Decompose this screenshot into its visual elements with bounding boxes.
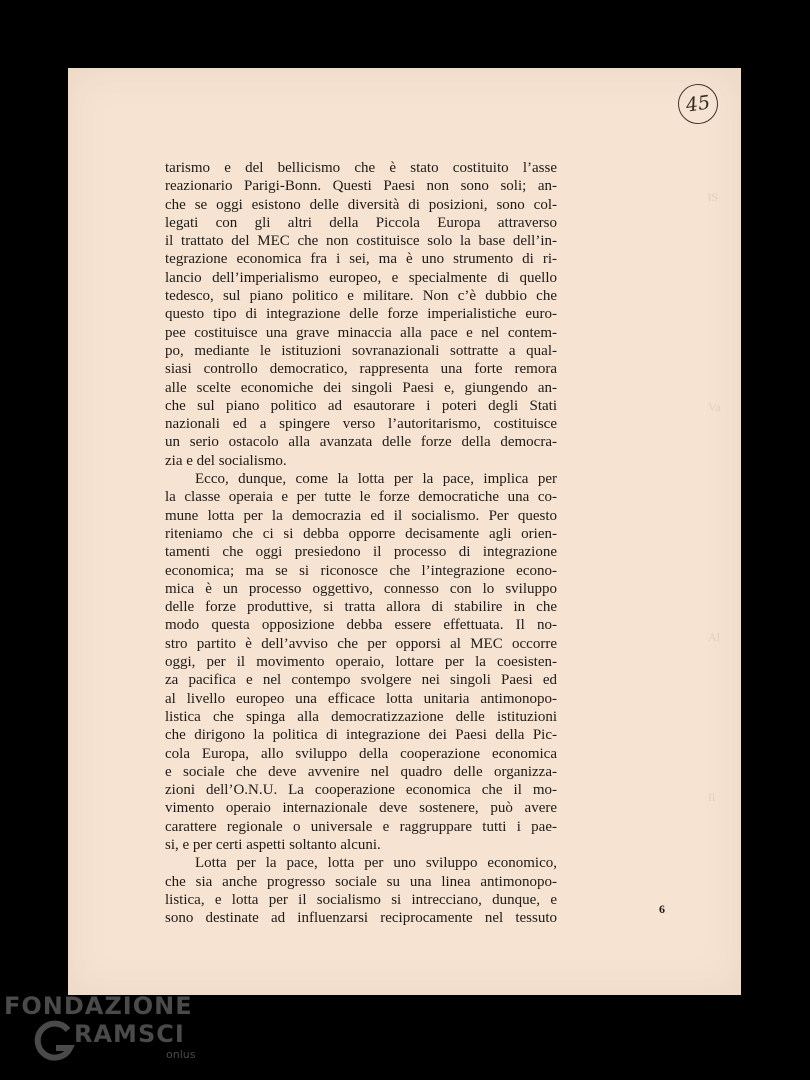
text-line: e sociale che deve avvenire nel quadro delle organizza- [165,763,557,780]
text-line: mica è un processo oggettivo, connesso con lo sviluppo [165,580,557,597]
text-line: listica che spinga alla democratizzazione delle istituzioni [165,708,557,725]
text-line: che se oggi esistono delle diversità di posizioni, sono col- [165,196,557,213]
text-line: il trattato del MEC che non costituisce solo la base dell’in- [165,233,557,250]
text-line: po, mediante le istituzioni sovranazionali sottratte a qual- [165,342,557,359]
text-line: alle scelte economiche dei singoli Paesi e, giungendo an- [165,379,557,396]
text-line: modo questa opposizione debba essere effettuata. Il no- [165,617,557,634]
text-line: che dirigono la politica di integrazione dei Paesi della Pic- [165,727,557,744]
text-line: delle forze produttive, si tratta allora di stabilire in che [165,599,557,616]
text-line: economica; ma se si riconosce che l’integrazione econo- [165,562,557,579]
text-line: Lotta per la pace, lotta per uno sviluppo economico, [195,855,557,872]
text-line: stro partito è dell’avviso che per opporsi al MEC occorre [165,635,557,652]
text-line: mune lotta per la democrazia ed il socialismo. Per questo [165,507,557,524]
fondazione-gramsci-logo [4,990,204,1070]
text-line: listica, e lotta per il socialismo si intrecciano, dunque, e [165,891,557,908]
text-line: siasi controllo democratico, rappresenta una forte remora [165,361,557,378]
text-line: che sia anche progresso sociale su una linea antimonopo- [165,873,557,890]
page-number: 6 [659,902,665,916]
text-line: tarismo e del bellicismo che è stato costituito l’asse [165,160,557,176]
text-line: lancio dell’imperialismo europeo, e specialmente di quello [165,269,557,286]
text-line: questo tipo di integrazione delle forze imperialistiche euro- [165,306,557,323]
logo-line-2: RAMSCI [74,1020,185,1048]
text-line: tegrazione economica fra i sei, ma è uno strumento di ri- [165,251,557,268]
text-line: Ecco, dunque, come la lotta per la pace, implica per [195,471,557,488]
text-line: riteniamo che ci si debba opporre decisamente agli orien- [165,525,557,542]
text-line: pee costituisce una grave minaccia alla pace e nel contem- [165,324,557,341]
text-line: legati con gli altri della Piccola Europa attraverso [165,214,557,231]
logo-g-icon [32,1020,76,1064]
text-line: reazionario Parigi-Bonn. Questi Paesi non sono soli; an- [165,178,557,195]
text-line: carattere regionale o universale e raggruppare tutti i pae- [165,818,557,835]
text-line: nazionali ed a spingere verso l’autoritarismo, costituisce [165,416,557,433]
text-line: zioni dell’O.N.U. La cooperazione economica che il mo- [165,782,557,799]
document-page: lS Va Al Il 45 tarismo e del bellicismo che è stato costituito l’asse reazionario Parigi-Bonn. Questi Paesi non sono soli; an- che se oggi esistono delle diversità di posizioni, sono col- legati con gli altri della Piccola Europa attraverso il trattato del MEC che non costituisce solo la base dell’in- tegrazione economica fra i sei, ma è uno strumento di ri- lancio dell’imperialismo europeo, e specialmente di quello tedesco, sul piano politico e militare. Non c’è dubbio che questo tipo di integrazione delle forze imperialistiche euro- pee costituisce una grave minaccia alla pace e nel contem- po, mediante le istituzioni sovranazionali sottratte a qual- siasi controllo democratico, rappresenta una forte remora alle scelte economiche dei singoli Paesi e, giungendo an- che sul piano politico ad esautorare i poteri degli Stati nazionali ed a spingere verso l’autoritarismo, costituisce un serio ostacolo alla avanzata delle forze della democra- zia e del socialismo. Ecco, dunque, come la lotta per la pace, implica per la classe operaia e per tutte le forze democratiche una co- mune lotta per la democrazia ed il socialismo. Per questo riteniamo che ci si debba opporre decisamente agli orien- tamenti che oggi presiedono il processo di integrazione economica; ma se si riconosce che l’integrazione econo- mica è un processo oggettivo, connesso con lo sviluppo delle forze produttive, si tratta allora di stabilire in che modo questa opposizione debba essere effettuata. Il no- stro partito è dell’avviso che per opporsi al MEC occorre oggi, per il movimento operaio, lottare per la coesisten- za pacifica e nel contempo svolgere nei singoli Paesi ed al livello europeo una efficace lotta unitaria antimonopo- listica che spinga alla democratizzazione delle istituzioni che dirigono la politica di integrazione dei Paesi della Pic- cola Europa, allo sviluppo della cooperazione economica e sociale che deve avvenire nel quadro delle organizza- zioni dell’O.N.U. La cooperazione economica che il mo- vimento operaio internazionale deve sostenere, può avere carattere regionale o universale e raggruppare tutti i pae- si, e per certi aspetti soltanto alcuni. Lotta per la pace, lotta per uno sviluppo economico, che sia anche progresso sociale su una linea antimonopo- listica, e lotta per il socialismo si intrecciano, dunque, e sono destinate ad influenzarsi reciprocamente nel tessuto 6 [68,68,741,995]
text-line: zia e del socialismo. [165,452,287,469]
logo-line-1: FONDAZIONE [4,992,193,1020]
archive-number-stamp: 45 [675,81,720,126]
text-line: al livello europeo una efficace lotta unitaria antimonopo- [165,690,557,707]
text-line: tedesco, sul piano politico e militare. Non c’è dubbio che [165,288,557,305]
text-line: oggi, per il movimento operaio, lottare per la coesisten- [165,654,557,671]
body-text [165,159,557,927]
text-line: vimento operaio internazionale deve sostenere, può avere [165,800,557,817]
text-line: si, e per certi aspetti soltanto alcuni. [165,836,381,853]
text-line: sono destinate ad influenzarsi reciprocamente nel tessuto [165,910,557,927]
text-line: che sul piano politico ad esautorare i poteri degli Stati [165,397,557,414]
text-line: la classe operaia e per tutte le forze democratiche una co- [165,489,557,506]
logo-onlus: onlus [166,1048,196,1061]
text-line: za pacifica e nel contempo svolgere nei singoli Paesi ed [165,672,557,689]
text-line: tamenti che oggi presiedono il processo di integrazione [165,544,557,561]
text-line: cola Europa, allo sviluppo della cooperazione economica [165,745,557,762]
text-line: un serio ostacolo alla avanzata delle forze della democra- [165,434,557,451]
